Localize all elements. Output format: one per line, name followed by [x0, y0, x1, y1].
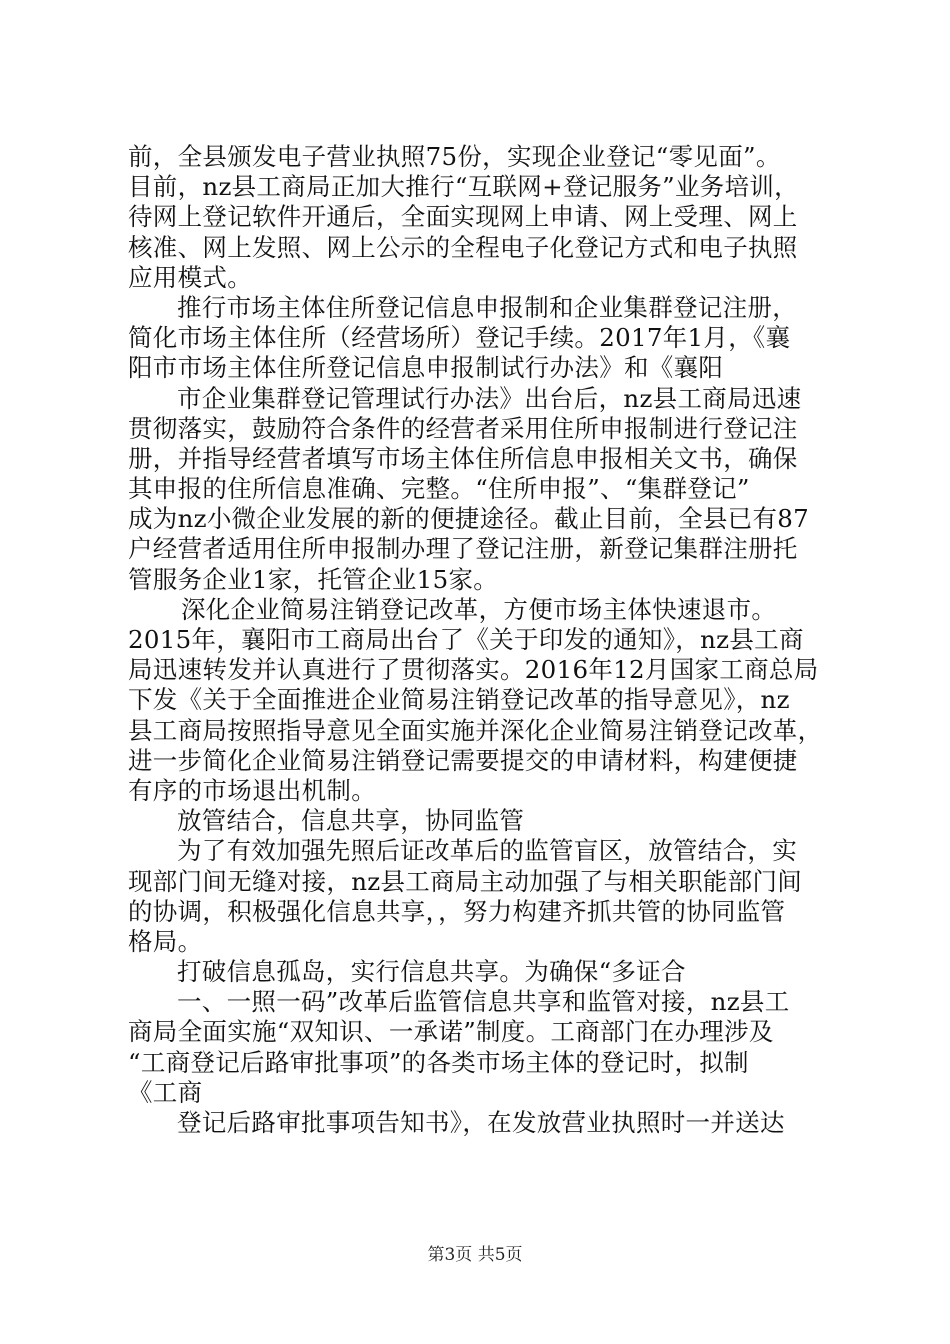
text-line: 目前，nz县工商局正加大推行“互联网+登记服务”业务培训，: [128, 172, 799, 202]
page-number-label: 第3页 共5页: [427, 1245, 523, 1265]
page-footer: [0, 1245, 950, 1265]
text-line: 简化市场主体住所（经营场所）登记手续。2017年1月，《襄: [128, 323, 791, 353]
text-line: 局迅速转发并认真进行了贯彻落实。2016年12月国家工商总局: [128, 655, 819, 685]
text-line: 县工商局按照指导意见全面实施并深化企业简易注销登记改革，: [128, 715, 823, 745]
text-line: 册，并指导经营者填写市场主体住所信息申报相关文书，确保: [128, 443, 798, 473]
text-line: 2015年，襄阳市工商局出台了《关于印发的通知》，nz县工商: [128, 625, 804, 654]
text-line: “工商登记后路审批事项”的各类市场主体的登记时，拟制: [128, 1047, 749, 1077]
text-line: 现部门间无缝对接，nz县工商局主动加强了与相关职能部门间: [128, 866, 803, 896]
text-line: 一、一照一码”改革后监管信息共享和监管对接，nz县工: [177, 987, 790, 1017]
text-line: 下发《关于全面推进企业简易注销登记改革的指导意见》，nz: [128, 685, 790, 715]
text-line: 放管结合，信息共享，协同监管: [177, 806, 525, 836]
text-line: 管服务企业1家，托管企业15家。: [128, 564, 499, 594]
text-line: 的协调，积极强化信息共享，，努力构建齐抓共管的协同监管: [128, 896, 786, 926]
text-line: 成为nz小微企业发展的新的便捷途径。截止目前，全县已有87: [128, 504, 810, 534]
text-line: 待网上登记软件开通后，全面实现网上申请、网上受理、网上: [128, 202, 798, 232]
text-line: 深化企业简易注销登记改革，方便市场主体快速退市。: [181, 594, 777, 624]
text-line: 进一步简化企业简易注销登记需要提交的申请材料，构建便捷: [128, 745, 798, 775]
text-line: 前，全县颁发电子营业执照75份，实现企业登记“零见面”。: [128, 142, 781, 171]
document-body: [128, 142, 848, 1138]
text-line: 其申报的住所信息准确、完整。“住所申报”、“集群登记”: [128, 474, 750, 504]
text-line: 有序的市场退出机制。: [128, 775, 376, 805]
text-line: 核准、网上发照、网上公示的全程电子化登记方式和电子执照: [128, 232, 798, 262]
text-line: 商局全面实施“双知识、一承诺”制度。工商部门在办理涉及: [128, 1017, 774, 1047]
text-line: 格局。: [128, 926, 203, 956]
text-line: 推行市场主体住所登记信息申报制和企业集群登记注册，: [177, 292, 797, 322]
text-line: 应用模式。: [128, 262, 252, 292]
text-line: 《工商: [128, 1077, 203, 1107]
text-line: 贯彻落实，鼓励符合条件的经营者采用住所申报制进行登记注: [128, 413, 798, 443]
text-line: 登记后路审批事项告知书》，在发放营业执照时一并送达: [177, 1108, 785, 1137]
text-line: 市企业集群登记管理试行办法》出台后，nz县工商局迅速: [177, 383, 802, 413]
text-line: 为了有效加强先照后证改革后的监管盲区，放管结合，实: [177, 836, 797, 866]
text-line: 打破信息孤岛，实行信息共享。为确保“多证合: [177, 957, 686, 987]
text-line: 阳市市场主体住所登记信息申报制试行办法》和《襄阳: [128, 353, 724, 383]
text-line: 户经营者适用住所申报制办理了登记注册，新登记集群注册托: [128, 534, 798, 564]
